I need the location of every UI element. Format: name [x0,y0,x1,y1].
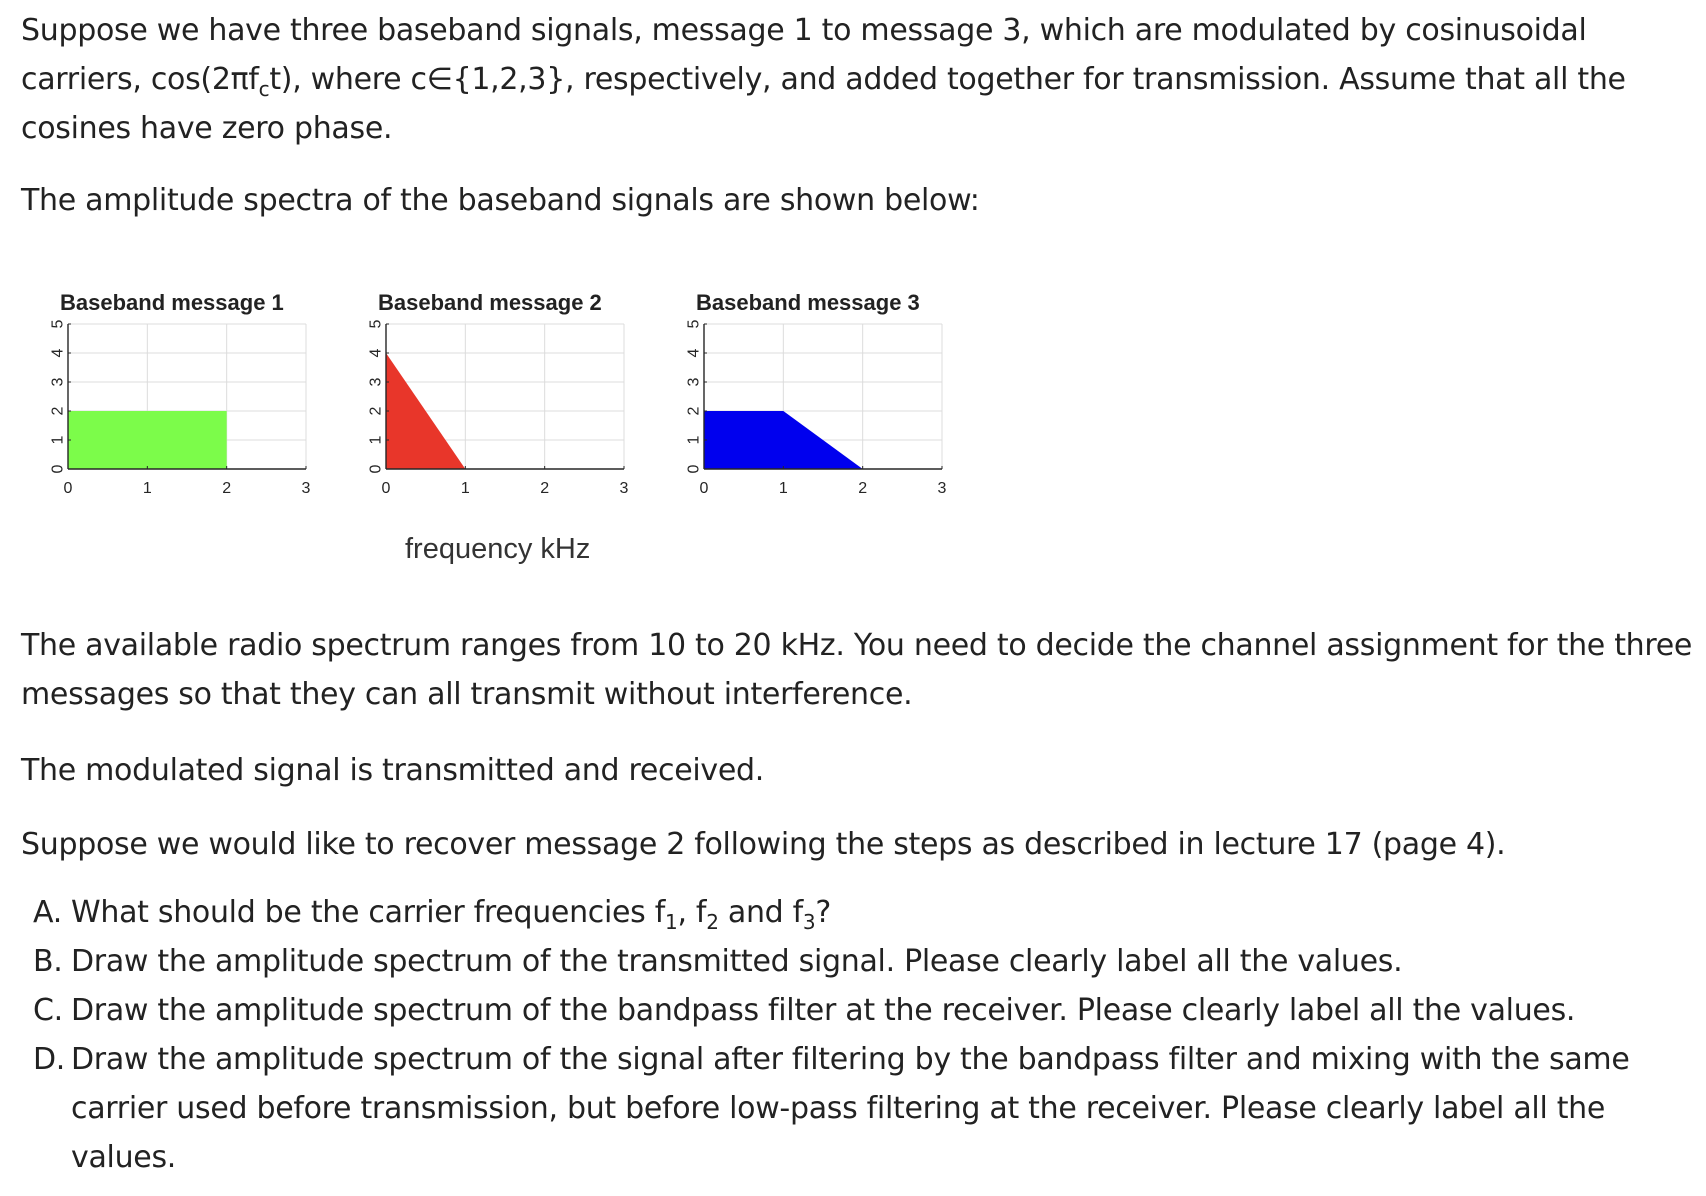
spectra-paragraph: The amplitude spectra of the baseband signals are shown below: [21,183,980,218]
question-d-text: Draw the amplitude spectrum of the signal after filtering by the bandpass filter and mixing with the same carrier used before transmission, but before low-pass filtering at the receiver. Please clearly label all the values. [71,1042,1630,1175]
chart-panel-2 [368,290,629,497]
x-axis-label: frequency kHz [405,533,591,565]
x-tick-label: 0 [381,480,391,497]
x-tick-label: 0 [63,480,73,497]
y-tick-label: 0 [685,464,703,474]
x-tick-label: 3 [619,480,629,497]
question-b-text: Draw the amplitude spectrum of the transmitted signal. Please clearly label all the values. [71,944,1403,979]
chart-title: Baseband message 3 [696,290,920,315]
y-tick-label: 0 [367,464,385,474]
question-a-text-pre: What should be the carrier frequencies f [71,895,666,930]
x-tick-label: 1 [778,480,788,497]
x-tick-label: 2 [540,480,550,497]
received-paragraph: The modulated signal is transmitted and received. [21,753,764,788]
y-tick-label: 5 [49,319,67,329]
question-a-sub-3: 3 [802,910,816,934]
y-tick-label: 4 [49,348,67,358]
spectrum-area [68,411,227,469]
question-a-text-mid1: , f [677,895,707,930]
question-list [33,888,1683,1182]
intro-text-post: t), where c∈{1,2,3}, respectively, and added together for transmission. Assume that all the cosines have zero phase. [21,62,1626,146]
y-tick-label: 2 [367,406,385,416]
question-a-sub-2: 2 [706,910,719,934]
question-c [33,986,1683,1035]
question-b-letter: B. [33,944,63,979]
y-tick-label: 3 [367,377,385,387]
intro-text-pre: Suppose we have three baseband signals, message 1 to message 3, which are modulated by cosinusoidal carriers, cos(2πf [21,13,1587,97]
x-tick-label: 2 [222,480,232,497]
y-tick-label: 5 [367,319,385,329]
question-a-text-mid2: and f [718,895,803,930]
baseband-charts [30,282,970,526]
x-tick-label: 0 [699,480,709,497]
y-tick-label: 3 [685,377,703,387]
question-a [33,888,1683,937]
x-tick-label: 2 [858,480,868,497]
y-tick-label: 2 [685,406,703,416]
x-tick-label: 1 [460,480,470,497]
question-a-text-post: ? [815,895,831,930]
y-tick-label: 1 [49,435,67,445]
y-tick-label: 2 [49,406,67,416]
y-tick-label: 4 [685,348,703,358]
x-tick-label: 1 [142,480,152,497]
radio-spectrum-paragraph: The available radio spectrum ranges from 10 to 20 kHz. You need to decide the channel assignment for the three messages so that they can all transmit without interference. [21,628,1693,712]
question-b [33,937,1683,986]
y-tick-label: 0 [49,464,67,474]
intro-paragraph [21,6,1701,153]
question-d-letter: D. [33,1042,66,1077]
y-tick-label: 3 [49,377,67,387]
question-a-sub-1: 1 [665,910,678,934]
chart-title: Baseband message 1 [60,290,284,315]
intro-subscript: c [258,77,270,101]
question-c-text: Draw the amplitude spectrum of the bandpass filter at the receiver. Please clearly label all the values. [71,993,1576,1028]
chart-title: Baseband message 2 [378,290,602,315]
baseband-charts-svg [30,282,970,522]
question-d [33,1035,1683,1182]
y-tick-label: 4 [367,348,385,358]
recover-paragraph: Suppose we would like to recover message 2 following the steps as described in lecture 17 (page 4). [21,827,1506,862]
y-tick-label: 1 [367,435,385,445]
question-a-letter: A. [33,895,62,930]
question-c-letter: C. [33,993,63,1028]
x-tick-label: 3 [937,480,947,497]
y-tick-label: 1 [685,435,703,445]
chart-panel-1 [50,290,311,497]
y-tick-label: 5 [685,319,703,329]
x-tick-label: 3 [301,480,311,497]
chart-panel-3 [686,290,947,497]
